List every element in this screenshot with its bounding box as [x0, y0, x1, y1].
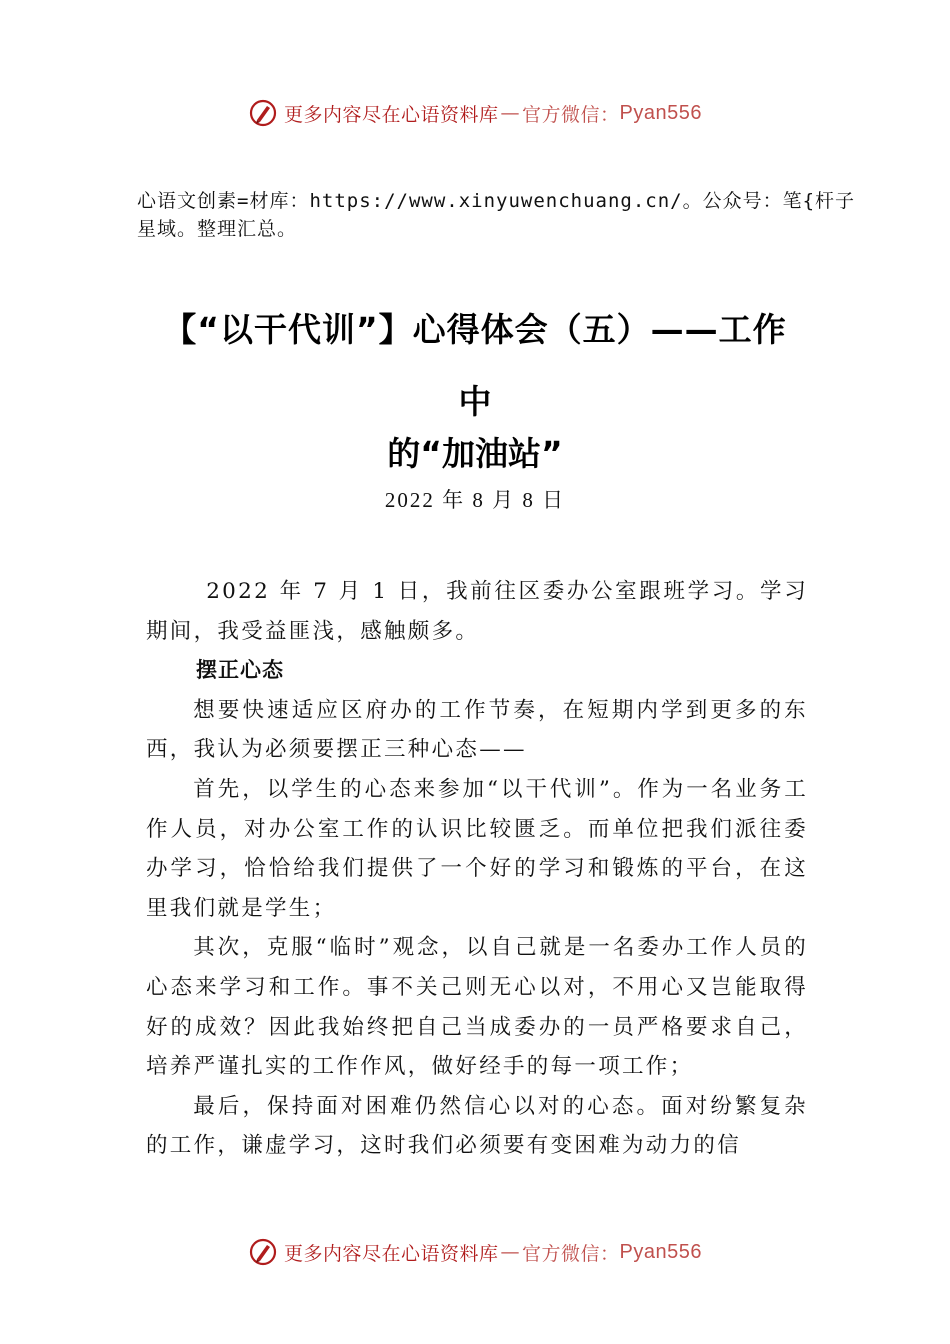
pen-logo-icon	[248, 98, 278, 128]
document-date: 2022 年 8 月 8 日	[384, 488, 566, 512]
body-paragraph: 最后，保持面对困难仍然信心以对的心态。面对纷繁复杂的工作，谦虚学习，这时我们必须要有变困难为动力的信	[146, 1093, 808, 1159]
body-paragraph: 想要快速适应区府办的工作节奏，在短期内学到更多的东西，我认为必须要摆正三种心态——	[146, 697, 808, 763]
banner-wechat-id: Pyan556	[619, 101, 702, 124]
intro-paragraph: 2022 年 7 月 1 日，我前往区委办公室跟班学习。学习期间，我受益匪浅，感触颇多。	[146, 579, 808, 644]
banner-wechat-id: Pyan556	[619, 1240, 702, 1263]
document-title-line-1: 【“以干代训”】心得体会（五）——工作	[163, 310, 787, 349]
document-title-line-2: 中	[458, 382, 492, 421]
banner-wechat-label: 官方微信：	[522, 103, 620, 126]
pen-logo-icon	[248, 1237, 278, 1267]
banner-separator: —	[500, 102, 521, 124]
document-body	[146, 572, 808, 1166]
footer-banner	[0, 1232, 950, 1272]
body-paragraph: 其次，克服“临时”观念，以自己就是一名委办工作人员的心态来学习和工作。事不关己则无心以对，不用心又岂能取得好的成效？因此我始终把自己当成委办的一员严格要求自己，培养严谨扎实的工作作风，做好经手的每一项工作；	[146, 935, 808, 1080]
section-heading: 摆正心态	[196, 658, 284, 683]
banner-separator: —	[500, 1241, 521, 1263]
document-title-line-3: 的“加油站”	[387, 434, 563, 473]
banner-wechat-label: 官方微信：	[522, 1242, 620, 1265]
body-paragraph: 首先，以学生的心态来参加“以干代训”。作为一名业务工作人员，对办公室工作的认识比较匮乏。而单位把我们派往委办学习，恰恰给我们提供了一个好的学习和锻炼的平台，在这里我们就是学生；	[146, 776, 808, 921]
banner-text: 更多内容尽在心语资料库	[284, 1242, 499, 1265]
header-banner	[0, 93, 950, 133]
source-line: 心语文创素=材库：https://www.xinyuwenchuang.cn/。公众号：笔{杆子星域。整理汇总。	[137, 190, 856, 240]
banner-text: 更多内容尽在心语资料库	[284, 103, 499, 126]
